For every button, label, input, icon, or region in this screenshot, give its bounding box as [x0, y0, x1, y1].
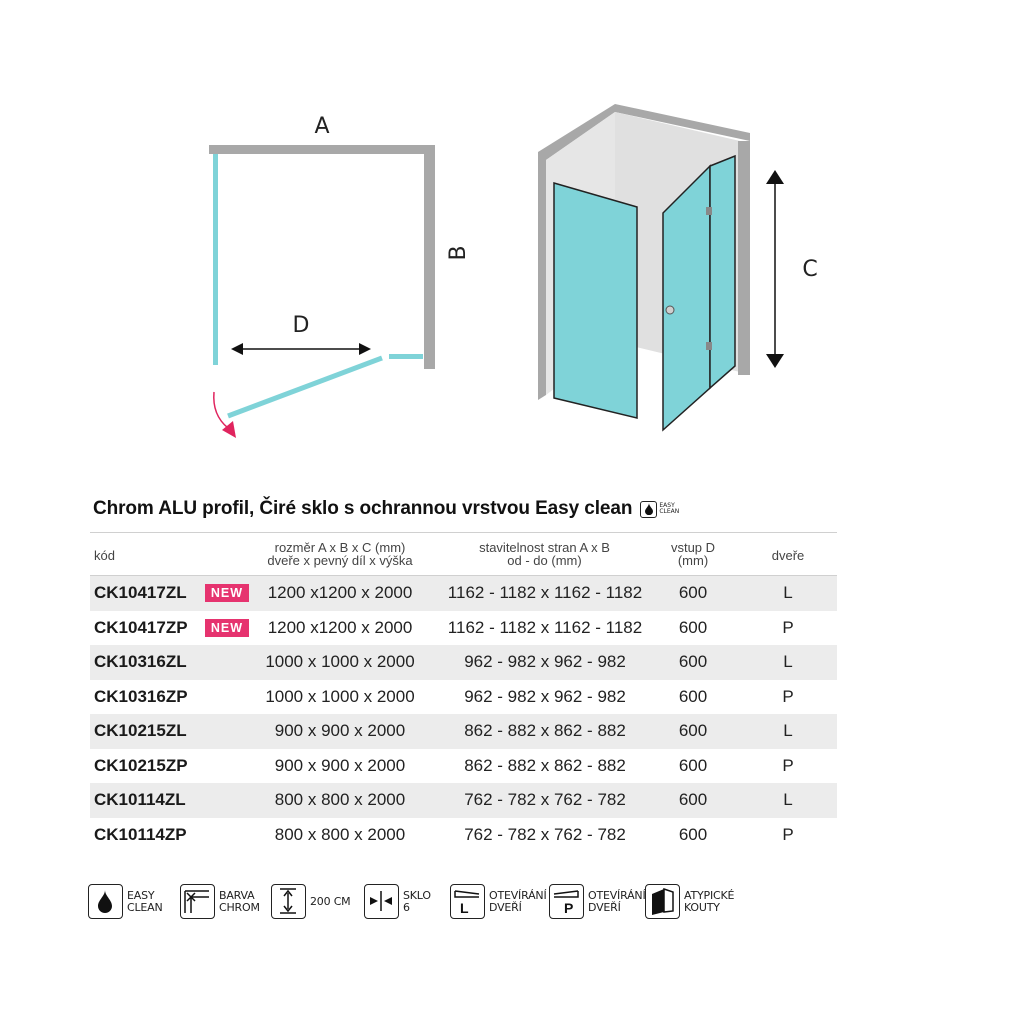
header-entry-line1: vstup D — [670, 540, 716, 555]
legend-label-1: EASY — [127, 888, 155, 902]
dimension-a-label: A — [314, 114, 330, 139]
height-arrow-icon — [271, 884, 306, 919]
cell-code: CK10316ZL — [94, 652, 187, 672]
feature-legend — [88, 884, 738, 924]
header-door: dveře — [771, 548, 805, 563]
cell-size: 1000 x 1000 x 2000 — [265, 652, 415, 672]
legend-label-2: DVEŘÍ — [489, 900, 522, 914]
dimension-d-arrow-right — [359, 343, 371, 355]
table-row — [90, 749, 837, 784]
header-size-line2: dveře x pevný díl x výška — [267, 553, 413, 568]
door-right-icon — [549, 884, 584, 919]
legend-label-2: CLEAN — [127, 900, 163, 914]
header-code: kód — [94, 548, 115, 563]
product-diagrams — [0, 0, 1024, 470]
cell-code: CK10215ZL — [94, 721, 187, 741]
cell-size: 1200 x1200 x 2000 — [267, 583, 413, 603]
legend-label-1: SKLO — [403, 888, 431, 902]
cell-entry: 600 — [678, 617, 708, 637]
cell-code: CK10316ZP — [94, 686, 188, 706]
water-drop-icon — [88, 884, 123, 919]
legend-glass — [364, 884, 431, 919]
cell-adjustability: 962 - 982 x 962 - 982 — [464, 652, 626, 672]
door-glass-open — [228, 358, 382, 416]
cell-adjustability: 962 - 982 x 962 - 982 — [464, 686, 626, 706]
cell-door: P — [782, 617, 794, 637]
fixed-glass-side — [710, 156, 735, 388]
cell-door: P — [782, 824, 794, 844]
legend-label-2: CHROM — [219, 900, 260, 914]
cell-adjustability: 1162 - 1182 x 1162 - 1182 — [447, 583, 643, 603]
door-handle-icon — [666, 306, 674, 314]
cell-adjustability: 862 - 882 x 862 - 882 — [464, 721, 626, 741]
cell-entry: 600 — [678, 652, 708, 672]
cell-adjustability: 1162 - 1182 x 1162 - 1182 — [447, 617, 643, 637]
dimension-c-arrow-top — [766, 170, 784, 184]
legend-label-1: OTEVÍRÁNÍ — [489, 888, 547, 902]
cell-code: CK10114ZL — [94, 790, 186, 810]
cell-adjustability: 762 - 782 x 762 - 782 — [464, 824, 626, 844]
hinge-bottom — [706, 342, 712, 350]
title-row — [93, 498, 679, 520]
front-glass-left — [554, 183, 637, 418]
legend-label-1: BARVA — [219, 888, 255, 902]
cell-door: L — [783, 583, 793, 603]
legend-height — [271, 884, 350, 919]
dimension-d-label: D — [292, 313, 310, 338]
cell-adjustability: 762 - 782 x 762 - 782 — [464, 790, 626, 810]
new-badge: NEW — [205, 584, 249, 602]
product-title: Chrom ALU profil, Čiré sklo s ochrannou vrstvou Easy clean — [93, 498, 633, 519]
cell-size: 900 x 900 x 2000 — [274, 721, 406, 741]
glass-door — [663, 166, 710, 430]
door-left-icon — [450, 884, 485, 919]
table-row — [90, 783, 837, 818]
cell-code: CK10417ZL — [94, 583, 187, 603]
cell-door: L — [783, 652, 793, 672]
cell-door: P — [782, 755, 794, 775]
enclosure-3d-view — [538, 104, 818, 430]
cell-size: 800 x 800 x 2000 — [274, 824, 406, 844]
legend-label-1: 200 CM — [310, 894, 351, 908]
dimension-c-arrow-bottom — [766, 354, 784, 368]
cell-door: L — [783, 790, 793, 810]
cell-entry: 600 — [678, 583, 708, 603]
door-letter: L — [460, 900, 469, 916]
legend-label-1: OTEVÍRÁNÍ — [588, 888, 646, 902]
cell-size: 900 x 900 x 2000 — [274, 755, 406, 775]
legend-label-2: KOUTY — [684, 900, 720, 914]
cell-code: CK10215ZP — [94, 755, 188, 775]
header-entry-line2: (mm) — [677, 553, 709, 568]
hinge-top — [706, 207, 712, 215]
water-drop-icon — [640, 501, 657, 518]
header-adjustability — [452, 541, 637, 567]
table-body — [90, 576, 837, 852]
door-letter: P — [564, 900, 574, 916]
easy-clean-badge — [640, 501, 679, 518]
header-adj-line1: stavitelnost stran A x B — [479, 540, 610, 555]
table-row — [90, 611, 837, 646]
header-size-line1: rozměr A x B x C (mm) — [274, 540, 406, 555]
legend-door-left — [450, 884, 547, 919]
legend-easy-clean — [88, 884, 163, 919]
new-badge: NEW — [205, 619, 249, 637]
cell-entry: 600 — [678, 755, 708, 775]
chrome-profile-icon — [180, 884, 215, 919]
cell-code: CK10114ZP — [94, 824, 187, 844]
legend-label-2: DVEŘÍ — [588, 900, 621, 914]
legend-door-right — [549, 884, 646, 919]
cell-size: 800 x 800 x 2000 — [274, 790, 406, 810]
dimension-c-label: C — [802, 257, 818, 282]
legend-chrome — [180, 884, 260, 919]
glass-thickness-icon — [364, 884, 399, 919]
cell-size: 1200 x1200 x 2000 — [267, 617, 413, 637]
header-entry — [653, 541, 733, 567]
table-row — [90, 645, 837, 680]
door-swing-arrow-icon — [214, 392, 228, 428]
header-size — [255, 541, 425, 567]
badge-line1: EASY — [659, 502, 675, 509]
table-row — [90, 680, 837, 715]
fixed-glass-left — [213, 154, 218, 365]
cell-adjustability: 862 - 882 x 862 - 882 — [464, 755, 626, 775]
cell-entry: 600 — [678, 721, 708, 741]
cell-code: CK10417ZP — [94, 617, 188, 637]
header-adj-line2: od - do (mm) — [507, 553, 582, 568]
fixed-glass-right — [389, 354, 423, 359]
badge-line2: CLEAN — [659, 508, 680, 515]
table-row — [90, 818, 837, 853]
table-row — [90, 714, 837, 749]
cell-size: 1000 x 1000 x 2000 — [265, 686, 415, 706]
table-header — [90, 532, 837, 576]
atypical-corner-icon — [645, 884, 680, 919]
cell-entry: 600 — [678, 790, 708, 810]
legend-label-1: ATYPICKÉ — [684, 888, 735, 902]
cell-door: L — [783, 721, 793, 741]
right-wall-post — [738, 141, 750, 375]
floor-plan — [209, 114, 471, 438]
cell-entry: 600 — [678, 686, 708, 706]
table-row — [90, 576, 837, 611]
product-table — [90, 532, 837, 852]
wall-top — [209, 145, 435, 154]
legend-atypical — [645, 884, 734, 919]
dimension-d-arrow-left — [231, 343, 243, 355]
cell-entry: 600 — [678, 824, 708, 844]
dimension-b-label: B — [446, 245, 471, 261]
wall-right — [424, 145, 435, 369]
legend-label-2: 6 — [403, 900, 410, 914]
cell-door: P — [782, 686, 794, 706]
